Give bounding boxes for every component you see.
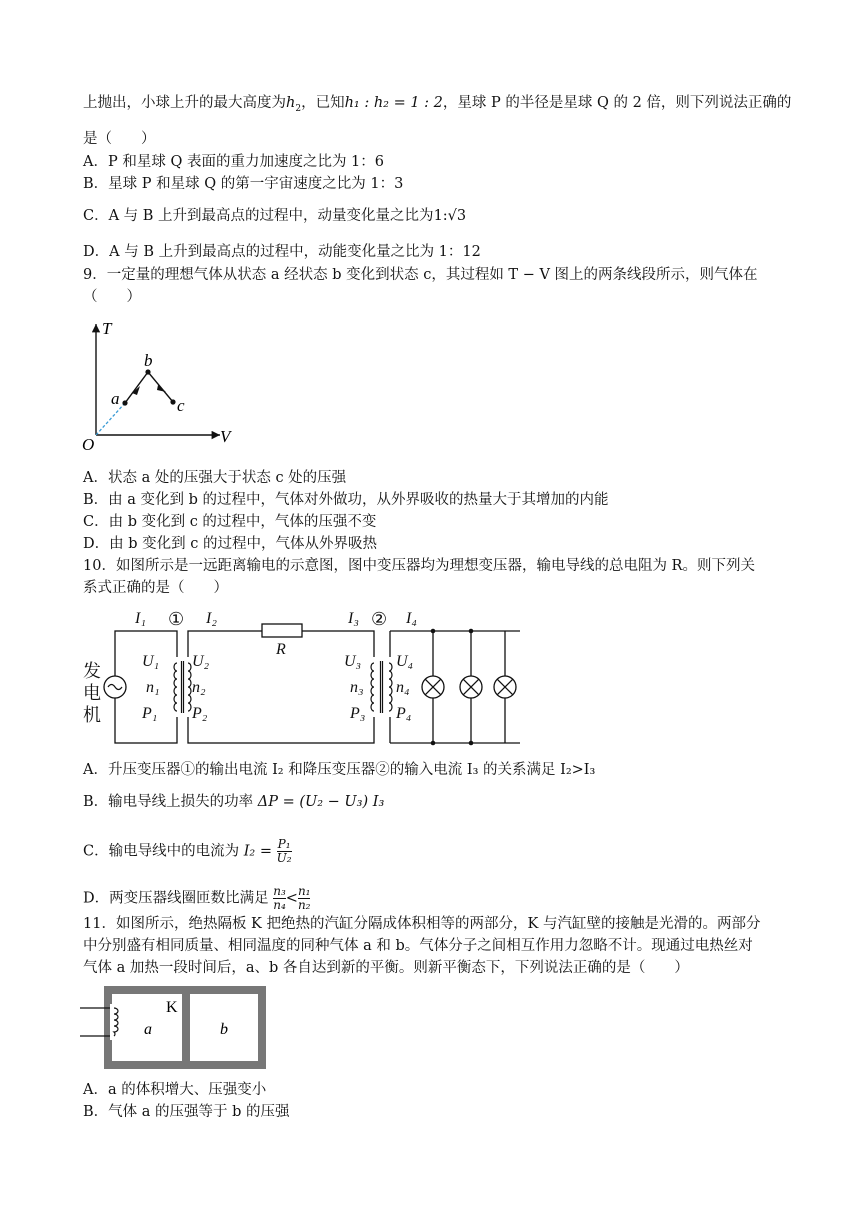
q8-option-b: B．星球 P 和星球 Q 的第一宇宙速度之比为 1：3: [83, 176, 404, 192]
q9-option-d: D．由 b 变化到 c 的过程中，气体从外界吸热: [83, 536, 377, 552]
label-i1: I₁: [135, 610, 146, 627]
v-axis-label: V: [220, 427, 231, 446]
q11-stem-line2: 中分别盛有相同质量、相同温度的同种气体 a 和 b。气体分子之间相互作用力忽略不计。现通过电热丝对: [83, 938, 753, 954]
label-u4: U₄: [396, 653, 414, 670]
generator-char-2: 电: [83, 683, 101, 703]
generator-label: [83, 661, 101, 725]
q8-option-c-text: C．A 与 B 上升到最高点的过程中，动量变化量之比为: [83, 208, 434, 224]
q9-tv-graph: [80, 318, 240, 453]
label-i2: I₂: [206, 610, 217, 627]
q8-stem-line2: 是（ ）: [83, 131, 156, 147]
label-n1: n₁: [146, 679, 160, 696]
fraction-numerator: n₃: [273, 884, 286, 898]
fraction-denominator: n₄: [273, 898, 286, 912]
label-k: K: [166, 999, 178, 1016]
label-r: R: [276, 641, 286, 658]
q10-option-c-fraction: [277, 838, 292, 865]
arrow-bc-icon: [157, 385, 166, 392]
label-u1: U₁: [142, 653, 160, 670]
point-b-label: b: [144, 351, 153, 370]
point-b: [145, 369, 150, 374]
generator-char-1: 发: [83, 661, 101, 681]
q10-option-c-lhs: I₂ =: [243, 843, 273, 860]
generator-char-3: 机: [83, 705, 101, 725]
q8-option-d: D．A 与 B 上升到最高点的过程中，动能变化量之比为 1：12: [83, 244, 481, 260]
q10-option-c-text: C．输电导线中的电流为: [83, 843, 240, 860]
q11-option-a: A．a 的体积增大、压强变小: [83, 1082, 267, 1098]
origin-label: O: [82, 435, 95, 453]
q9-stem-line1: 9．一定量的理想气体从状态 a 经状态 b 变化到状态 c，其过程如 T − V 图上的两条线段所示，则气体在: [83, 267, 758, 283]
label-p4: P₄: [396, 705, 412, 722]
transformer-1-icon: [174, 657, 191, 717]
fraction-denominator: n₂: [297, 898, 311, 912]
lamps: [422, 676, 516, 698]
q11-option-b: B．气体 a 的压强等于 b 的压强: [83, 1104, 290, 1120]
label-transformer-2: ②: [371, 609, 388, 629]
label-i4: I₄: [406, 610, 417, 627]
transformer-2-icon: [371, 657, 392, 717]
q8-stem-text3: ，星球 P 的半径是星球 Q 的 2 倍，则下列说法正确的: [442, 95, 792, 111]
q10-option-d-fraction-1: [273, 885, 286, 912]
q10-option-d: [83, 885, 310, 912]
q8-option-c: [83, 207, 466, 225]
q8-option-a: A．P 和星球 Q 表面的重力加速度之比为 1：6: [83, 154, 385, 170]
q10-option-a: A．升压变压器①的输出电流 I₂ 和降压变压器②的输入电流 I₃ 的关系满足 I₂>I₃: [83, 762, 596, 778]
label-p2: P₂: [192, 705, 208, 722]
t-axis-label: T: [102, 319, 112, 338]
q10-option-b-math: ΔP = (U₂ − U₃) I₃: [257, 794, 385, 810]
point-c: [170, 399, 175, 404]
q10-option-d-operator: <: [285, 890, 298, 907]
q11-cylinder-diagram: [80, 984, 275, 1074]
q8-ratio: h₁ : h₂ = 1 : 2: [344, 95, 443, 111]
label-i3: I₃: [348, 610, 359, 627]
fraction-numerator: P₁: [277, 837, 291, 851]
fraction-denominator: U₂: [276, 851, 292, 865]
label-n3: n₃: [350, 679, 364, 696]
segment-bc: [148, 372, 173, 402]
q8-stem-line1: 上抛出，小球上升的最大高度为$h_2$，已知h₁ : h₂ = 1 : 2，星球 P 的半径是星球 Q 的 2 倍，则下列说法正确的: [83, 95, 792, 114]
q10-circuit-diagram: [80, 607, 525, 747]
q8-h2-symbol: h: [286, 95, 296, 111]
q9-option-c: C．由 b 变化到 c 的过程中，气体的压强不变: [83, 514, 377, 530]
q8-stem-text2: ，已知: [301, 95, 345, 111]
label-n4: n₄: [396, 679, 410, 696]
point-c-label: c: [177, 396, 185, 415]
label-n2: n₂: [192, 679, 206, 696]
point-a-label: a: [111, 389, 120, 408]
label-u2: U₂: [192, 653, 210, 670]
partition-k: [182, 994, 190, 1061]
label-a: a: [144, 1021, 152, 1038]
label-transformer-1: ①: [168, 609, 185, 629]
fraction-numerator: n₁: [297, 884, 311, 898]
label-p3: P₃: [350, 705, 366, 722]
label-b: b: [220, 1021, 228, 1038]
q10-stem-line2: 系式正确的是（ ）: [83, 580, 228, 596]
point-a: [122, 400, 127, 405]
label-p1: P₁: [142, 705, 158, 722]
q11-stem-line3: 气体 a 加热一段时间后，a、b 各自达到新的平衡。则新平衡态下，下列说法正确的是（ ）: [83, 960, 689, 976]
q8-option-c-math: 1:√3: [433, 208, 467, 224]
q10-option-b-text: B．输电导线上损失的功率: [83, 794, 254, 810]
segment-ab: [125, 372, 148, 403]
q10-option-c: [83, 838, 292, 865]
q10-option-d-text: D．两变压器线圈匝数比满足: [83, 890, 269, 907]
q11-stem-line1: 11．如图所示，绝热隔板 K 把绝热的汽缸分隔成体积相等的两部分，K 与汽缸壁的接触是光滑的。两部分: [83, 916, 761, 932]
q8-stem-text: 上抛出，小球上升的最大高度为: [83, 95, 286, 111]
q9-option-a: A．状态 a 处的压强大于状态 c 处的压强: [83, 470, 347, 486]
q10-stem-line1: 10．如图所示是一远距离输电的示意图，图中变压器均为理想变压器，输电导线的总电阻为 R。则下列关: [83, 558, 755, 574]
q10-option-d-fraction-2: [298, 885, 311, 912]
q9-stem-line2: （ ）: [83, 289, 141, 305]
label-u3: U₃: [344, 653, 362, 670]
resistor-r: [262, 624, 302, 637]
q10-option-b: [83, 793, 384, 811]
q9-option-b: B．由 a 变化到 b 的过程中，气体对外做功，从外界吸收的热量大于其增加的内能: [83, 492, 609, 508]
